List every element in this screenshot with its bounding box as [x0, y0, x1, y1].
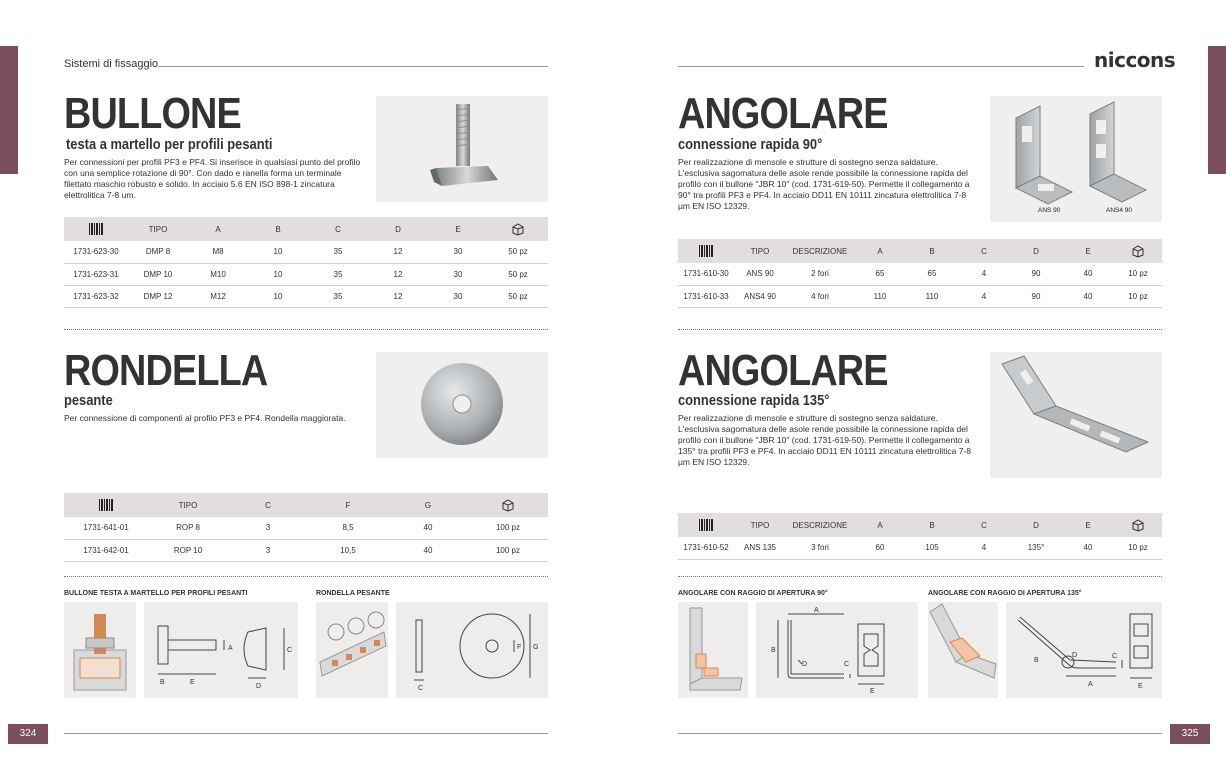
column-header: D [1010, 239, 1062, 263]
cell-qty: 50 pz [488, 263, 548, 285]
dim-label-c: C [844, 661, 850, 668]
left-edge-tab [0, 46, 18, 174]
cell-c: 4 [958, 285, 1010, 307]
cell-qty: 10 pz [1114, 285, 1162, 307]
cell-d: 90 [1010, 263, 1062, 285]
angolare135-table [678, 513, 1162, 560]
bullone-title: BULLONE [64, 89, 241, 138]
cell-tipo: ANS4 90 [734, 285, 786, 307]
column-header: B [906, 513, 958, 537]
cell-tipo: ANS 90 [734, 263, 786, 285]
bullone-dimension-drawing [144, 602, 298, 698]
cell-e: 40 [1062, 537, 1114, 559]
cell-descrizione: 4 fori [786, 285, 854, 307]
dim-label-a: A [1088, 681, 1093, 688]
dim-label-b: B [1034, 657, 1039, 664]
angolare90-photo [990, 96, 1162, 222]
cell-code: 1731-623-32 [64, 285, 128, 307]
section-divider [678, 576, 1162, 577]
bullone-photo [376, 96, 548, 202]
cell-e: 40 [1062, 285, 1114, 307]
table-row [678, 263, 1162, 285]
cell-c: 3 [228, 539, 308, 561]
cell-descrizione: 2 fori [786, 263, 854, 285]
cell-tipo: ANS 135 [734, 537, 786, 559]
column-header: E [1062, 513, 1114, 537]
cell-c: 4 [958, 537, 1010, 559]
cell-code: 1731-623-31 [64, 263, 128, 285]
cell-c: 4 [958, 263, 1010, 285]
cell-b: 10 [248, 285, 308, 307]
cell-qty: 50 pz [488, 285, 548, 307]
cell-a: M8 [188, 241, 248, 263]
angolare90-title: ANGOLARE [678, 89, 888, 138]
section-divider [64, 329, 548, 330]
column-header: B [248, 217, 308, 241]
section-divider [678, 329, 1162, 330]
dim-label-d: D [1072, 652, 1078, 659]
cell-b: 65 [906, 263, 958, 285]
column-header: TIPO [128, 217, 188, 241]
package-box-icon [1114, 239, 1162, 263]
cell-c: 35 [308, 263, 368, 285]
rondella-diagram-heading: RONDELLA PESANTE [316, 590, 390, 597]
column-header: C [228, 493, 308, 517]
column-header: TIPO [734, 513, 786, 537]
cell-qty: 10 pz [1114, 537, 1162, 559]
washer-image [376, 352, 548, 458]
footer-rule-left [64, 733, 548, 734]
package-box-icon [1114, 513, 1162, 537]
barcode-icon [64, 217, 128, 241]
cell-tipo: ROP 10 [148, 539, 228, 561]
column-header: E [428, 217, 488, 241]
column-header: G [388, 493, 468, 517]
table-header-row [678, 239, 1162, 263]
bullone-subtitle: testa a martello per profili pesanti [66, 136, 273, 153]
table-row [64, 241, 548, 263]
package-box-icon [488, 217, 548, 241]
dim-label-b: B [771, 647, 776, 654]
cell-c: 35 [308, 285, 368, 307]
cell-f: 10,5 [308, 539, 388, 561]
dim-label-f: F [517, 644, 522, 651]
cell-b: 110 [906, 285, 958, 307]
footer-rule-right [678, 733, 1162, 734]
photo-label: ANS4 90 [1106, 207, 1133, 214]
column-header: C [958, 513, 1010, 537]
cell-b: 10 [248, 263, 308, 285]
rondella-dimension-drawing [396, 602, 548, 698]
angolare135-description: Per realizzazione di mensole e strutture di sostegno senza saldature. L'esclusiva sagomatura delle asole rende possibile la connessione rapida del profilo con il bullone "JBR 10" (cod. 1731-619-50). Permette il collegamento a 135° tra profili PF3 e PF4. In acciaio DD11 EN 10111 zincatura elettrolitica 7-8 µm EN ISO 12329. [678, 413, 972, 467]
column-header: A [854, 513, 906, 537]
cell-a: 65 [854, 263, 906, 285]
column-header: DESCRIZIONE [786, 513, 854, 537]
dim-label-c: C [287, 647, 293, 654]
table-row [678, 285, 1162, 307]
bullone-description: Per connessioni per profili PF3 e PF4. Si inserisce in qualsiasi punto del profilo con una semplice rotazione di 90°. Con dado e ranella forma un terminale filettato maschio robusto e solido. In acciaio 5.6 EN ISO 898-1 zincatura elettrolitica 7-8 um. [64, 157, 361, 200]
column-header: A [188, 217, 248, 241]
barcode-icon [678, 513, 734, 537]
barcode-icon [678, 239, 734, 263]
column-header: TIPO [734, 239, 786, 263]
cell-code: 1731-641-01 [64, 517, 148, 539]
angolare90-subtitle: connessione rapida 90° [678, 136, 823, 153]
photo-label: ANS 90 [1038, 207, 1061, 214]
ang135-diagram-heading: ANGOLARE CON RAGGIO DI APERTURA 135° [928, 590, 1082, 597]
table-header-row [678, 513, 1162, 537]
cell-tipo: DMP 8 [128, 241, 188, 263]
cell-code: 1731-642-01 [64, 539, 148, 561]
bullone-diagram-heading: BULLONE TESTA A MARTELLO PER PROFILI PESANTI [64, 590, 248, 597]
cell-qty: 100 pz [468, 517, 548, 539]
column-header: E [1062, 239, 1114, 263]
column-header: D [1010, 513, 1062, 537]
dim-label-a: A [814, 607, 819, 614]
cell-e: 30 [428, 263, 488, 285]
angolare135-photo [990, 352, 1162, 478]
cell-code: 1731-610-52 [678, 537, 734, 559]
table-row [64, 539, 548, 561]
dim-label-c: C [1112, 653, 1118, 660]
ang90-dimension-drawing [756, 602, 918, 698]
table-header-row [64, 217, 548, 241]
dim-label-d: D [256, 683, 262, 690]
brand-logo [1094, 48, 1175, 72]
angle-bracket-135-image [990, 352, 1162, 478]
cell-qty: 50 pz [488, 241, 548, 263]
angolare90-table [678, 239, 1162, 308]
column-header: C [958, 239, 1010, 263]
table-header-row [64, 493, 548, 517]
dim-label-e: E [1138, 683, 1143, 690]
cell-b: 105 [906, 537, 958, 559]
table-row [64, 285, 548, 307]
cell-d: 12 [368, 285, 428, 307]
cell-d: 12 [368, 263, 428, 285]
cell-d: 90 [1010, 285, 1062, 307]
table-row [64, 517, 548, 539]
cell-g: 40 [388, 517, 468, 539]
cell-code: 1731-610-33 [678, 285, 734, 307]
bullone-assembly-illustration [64, 602, 136, 698]
cell-tipo: DMP 10 [128, 263, 188, 285]
column-header: B [906, 239, 958, 263]
dim-label-b: B [160, 679, 165, 686]
hammer-bolt-image [376, 96, 548, 202]
cell-c: 3 [228, 517, 308, 539]
cell-e: 30 [428, 241, 488, 263]
column-header: DESCRIZIONE [786, 239, 854, 263]
ang90-assembly-illustration [678, 602, 748, 698]
bullone-table [64, 217, 548, 308]
header-rule-left [158, 66, 548, 67]
cell-e: 40 [1062, 263, 1114, 285]
cell-code: 1731-610-30 [678, 263, 734, 285]
brand-logo-text: niccons [1094, 48, 1176, 72]
cell-c: 35 [308, 241, 368, 263]
cell-descrizione: 3 fori [786, 537, 854, 559]
ang135-dimension-drawing [1006, 602, 1162, 698]
ang135-assembly-illustration [928, 602, 998, 698]
cell-qty: 10 pz [1114, 263, 1162, 285]
rondella-photo [376, 352, 548, 458]
column-header: C [308, 217, 368, 241]
cell-d: 135° [1010, 537, 1062, 559]
column-header: D [368, 217, 428, 241]
cell-d: 12 [368, 241, 428, 263]
column-header: F [308, 493, 388, 517]
dim-label-c: C [418, 685, 424, 692]
cell-b: 10 [248, 241, 308, 263]
angolare135-title: ANGOLARE [678, 346, 888, 395]
page-number-right: 325 [1170, 724, 1210, 744]
cell-a: 60 [854, 537, 906, 559]
rondella-assembly-illustration [316, 602, 388, 698]
cell-e: 30 [428, 285, 488, 307]
ang90-diagram-heading: ANGOLARE CON RAGGIO DI APERTURA 90° [678, 590, 828, 597]
dim-label-e: E [870, 688, 875, 695]
angolare90-description: Per realizzazione di mensole e strutture di sostegno senza saldature. L'esclusiva sagomatura delle asole rende possibile la connessione rapida del profilo con il bullone "JBR 10" (cod. 1731-619-50). Permette il collegamento a 90° tra profili PF3 e PF4. In acciaio DD11 EN 10111 zincatura elettrolitica 7-8 µm EN ISO 12329. [678, 157, 970, 211]
dim-label-a: A [228, 645, 233, 652]
cell-a: M10 [188, 263, 248, 285]
right-edge-tab [1208, 46, 1226, 174]
header-rule-right [678, 66, 1084, 67]
dim-label-e: E [190, 679, 195, 686]
dim-label-g: G [533, 644, 539, 651]
cell-tipo: ROP 8 [148, 517, 228, 539]
table-row [678, 537, 1162, 559]
cell-tipo: DMP 12 [128, 285, 188, 307]
rondella-title: RONDELLA [64, 346, 268, 395]
cell-a: 110 [854, 285, 906, 307]
cell-f: 8,5 [308, 517, 388, 539]
rondella-subtitle: pesante [64, 392, 113, 409]
dim-label-d: D [802, 661, 808, 668]
cell-code: 1731-623-30 [64, 241, 128, 263]
page-number-left: 324 [8, 724, 48, 744]
table-row [64, 263, 548, 285]
rondella-description: Per connessione di componenti al profilo PF3 e PF4. Rondella maggiorata. [64, 413, 346, 423]
column-header: A [854, 239, 906, 263]
angle-bracket-90-image [990, 96, 1162, 222]
angolare135-subtitle: connessione rapida 135° [678, 392, 830, 409]
section-heading: Sistemi di fissaggio [64, 58, 159, 70]
package-box-icon [468, 493, 548, 517]
column-header: TIPO [148, 493, 228, 517]
cell-a: M12 [188, 285, 248, 307]
rondella-table [64, 493, 548, 562]
section-divider [64, 576, 548, 577]
barcode-icon [64, 493, 148, 517]
cell-qty: 100 pz [468, 539, 548, 561]
cell-g: 40 [388, 539, 468, 561]
